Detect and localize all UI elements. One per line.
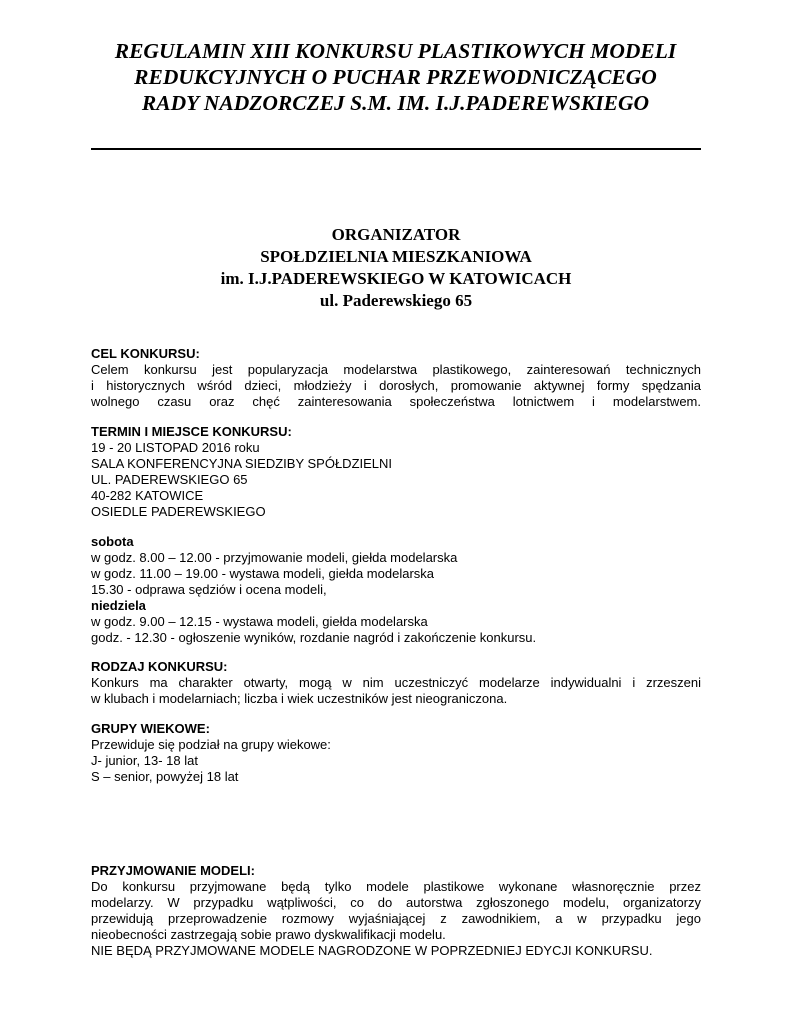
title-line: REDUKCYJNYCH O PUCHAR PRZEWODNICZĄCEGO <box>134 65 657 89</box>
paragraph-line: i historycznych wśród dzieci, młodzieży i dorosłych, promowanie aktywnej formy spędzania <box>91 378 701 393</box>
date-line: 19 - 20 LISTOPAD 2016 roku <box>91 440 260 455</box>
schedule-line: w godz. 11.00 – 19.00 - wystawa modeli, giełda modelarska <box>91 566 435 581</box>
section-schedule <box>91 534 701 646</box>
document-title <box>60 38 731 116</box>
section-rodzaj-konkursu <box>91 659 701 707</box>
section-heading: TERMIN I MIEJSCE KONKURSU: <box>91 424 292 439</box>
title-line: RADY NADZORCZEJ S.M. IM. I.J.PADEREWSKIEGO <box>141 91 650 115</box>
section-heading: PRZYJMOWANIE MODELI: <box>91 863 255 878</box>
paragraph-line: Konkurs ma charakter otwarty, mogą w nim uczestniczyć modelarze indywidualni i zrzeszeni <box>91 675 701 690</box>
notice-line: NIE BĘDĄ PRZYJMOWANE MODELE NAGRODZONE W POPRZEDNIEJ EDYCJI KONKURSU. <box>91 943 653 958</box>
paragraph-line: nieobecności zastrzegają sobie prawo dyskwalifikacji modelu. <box>91 927 446 942</box>
organizer-block <box>91 224 701 312</box>
section-heading: RODZAJ KONKURSU: <box>91 659 228 674</box>
paragraph-line: przewidują przeprowadzenie rozmowy wyjaśniającej z zawodnikiem, a w przypadku jego <box>91 911 701 926</box>
saturday-label: sobota <box>91 534 134 549</box>
title-line: REGULAMIN XIII KONKURSU PLASTIKOWYCH MODELI <box>114 39 677 63</box>
section-heading: GRUPY WIEKOWE: <box>91 721 210 736</box>
age-group-junior: J- junior, 13- 18 lat <box>91 753 198 768</box>
schedule-line: godz. - 12.30 - ogłoszenie wyników, rozdanie nagród i zakończenie konkursu. <box>91 630 537 645</box>
sunday-label: niedziela <box>91 598 146 613</box>
address-line: UL. PADEREWSKIEGO 65 <box>91 472 248 487</box>
title-divider <box>91 148 701 150</box>
organizer-line: im. I.J.PADEREWSKIEGO W KATOWICACH <box>220 269 572 288</box>
paragraph-line: w klubach i modelarniach; liczba i wiek uczestników jest nieograniczona. <box>91 691 508 706</box>
postal-line: 40-282 KATOWICE <box>91 488 204 503</box>
age-group-senior: S – senior, powyżej 18 lat <box>91 769 239 784</box>
schedule-line: 15.30 - odprawa sędziów i ocena modeli, <box>91 582 327 597</box>
paragraph-line: Do konkursu przyjmowane będą tylko modele plastikowe wykonane własnoręcznie przez <box>91 879 701 894</box>
section-przyjmowanie-modeli <box>91 863 701 959</box>
schedule-line: w godz. 8.00 – 12.00 - przyjmowanie modeli, giełda modelarska <box>91 550 458 565</box>
paragraph-line: Przewiduje się podział na grupy wiekowe: <box>91 737 331 752</box>
paragraph-line: Celem konkursu jest popularyzacja modelarstwa plastikowego, zainteresowań technicznych <box>91 362 701 377</box>
section-heading: CEL KONKURSU: <box>91 346 200 361</box>
organizer-line: ul. Paderewskiego 65 <box>319 291 473 310</box>
schedule-line: w godz. 9.00 – 12.15 - wystawa modeli, giełda modelarska <box>91 614 428 629</box>
venue-line: SALA KONFERENCYJNA SIEDZIBY SPÓŁDZIELNI <box>91 456 393 471</box>
organizer-line: SPOŁDZIELNIA MIESZKANIOWA <box>260 247 532 266</box>
paragraph-line: wolnego czasu oraz chęć zainteresowania społeczeństwa lotnictwem i modelarstwem. <box>91 394 701 409</box>
section-termin-miejsce <box>91 424 701 520</box>
paragraph-line: modelarzy. W przypadku wątpliwości, co do autorstwa zgłoszonego modelu, organizatorzy <box>91 895 701 910</box>
section-cel-konkursu <box>91 346 701 410</box>
organizer-heading: ORGANIZATOR <box>331 225 461 244</box>
section-grupy-wiekowe <box>91 721 701 785</box>
district-line: OSIEDLE PADEREWSKIEGO <box>91 504 266 519</box>
